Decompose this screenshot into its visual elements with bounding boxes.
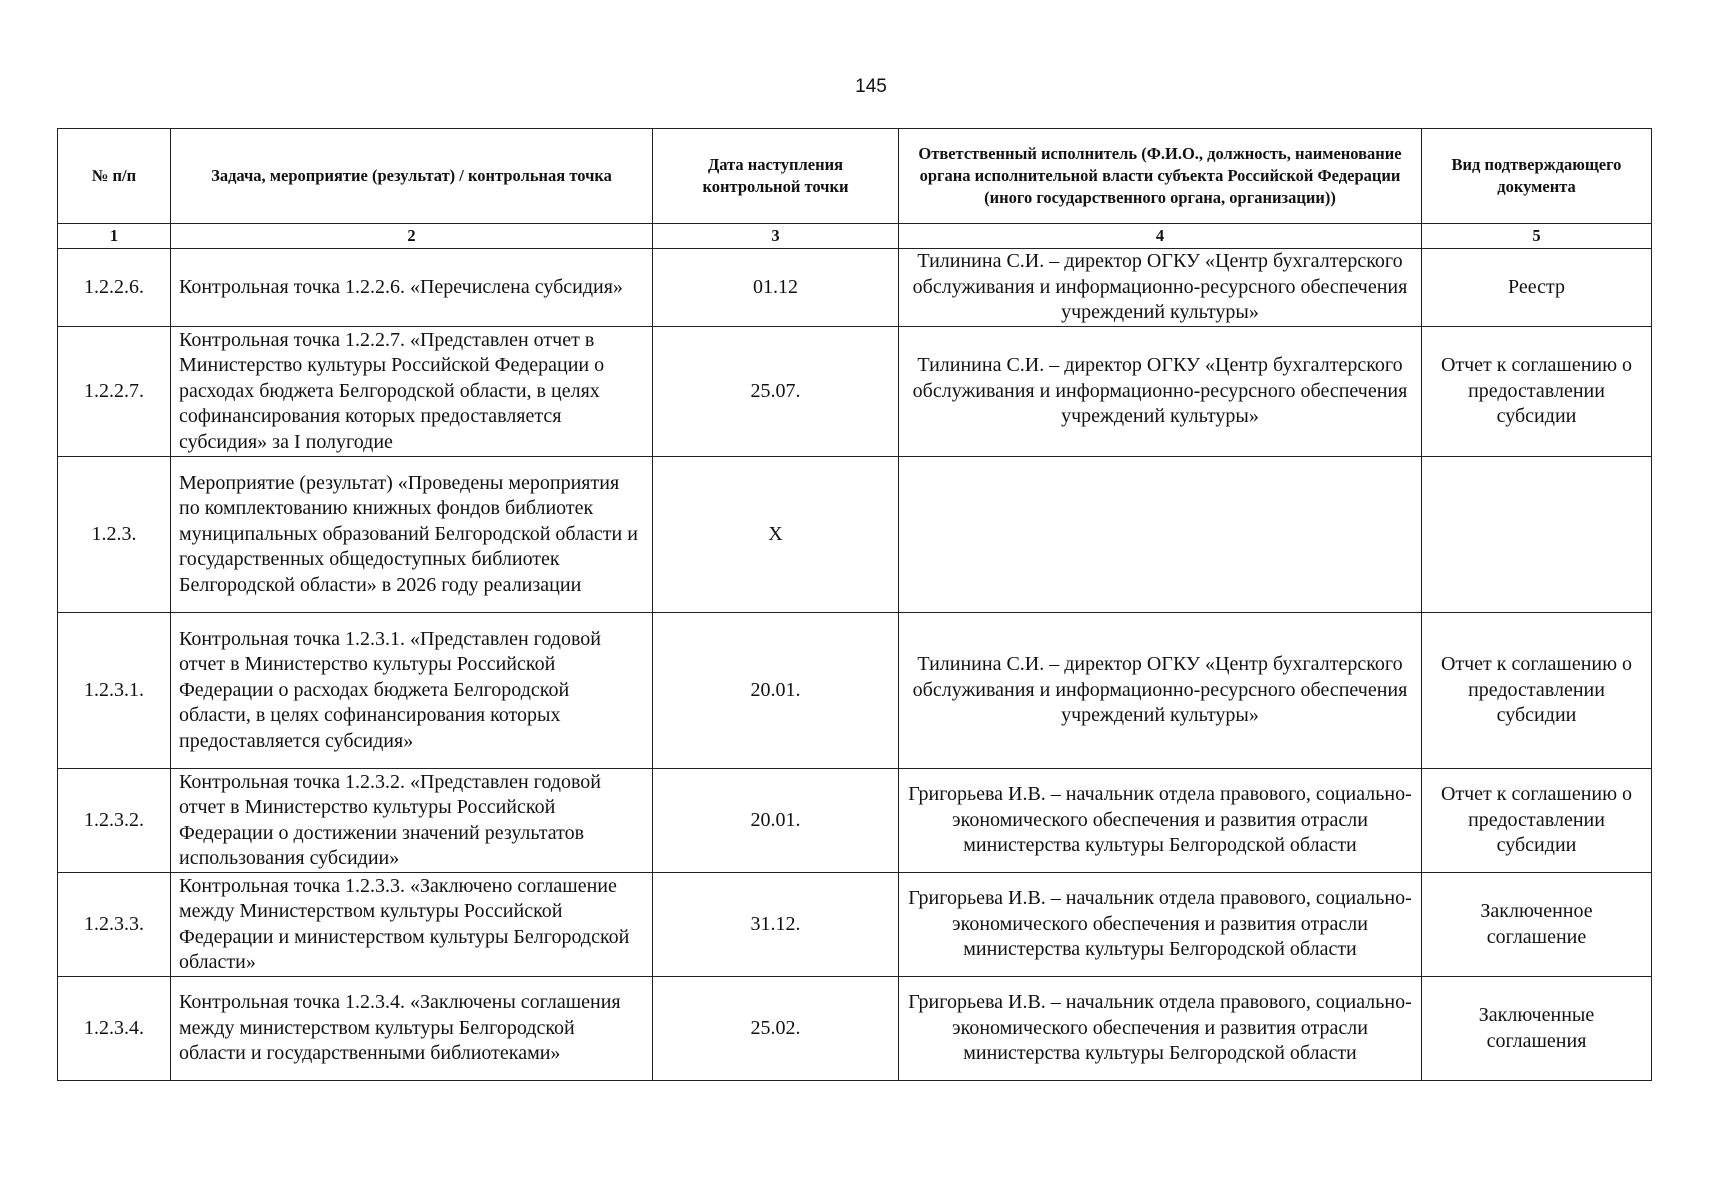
row-executor [899,457,1422,613]
header-number: № п/п [58,129,171,224]
row-executor: Тилинина С.И. – директор ОГКУ «Центр бухгалтерского обслуживания и информационно-ресурсного обеспечения учреждений культуры» [899,613,1422,769]
header-task: Задача, мероприятие (результат) / контрольная точка [171,129,653,224]
column-number: 1 [58,224,171,249]
row-document: Отчет к соглашению о предоставлении субсидии [1422,769,1652,873]
row-task: Контрольная точка 1.2.3.3. «Заключено соглашение между Министерством культуры Российской Федерации и министерством культуры Белгородской области» [171,873,653,977]
control-points-table [57,128,1652,1081]
table-row [58,769,1652,873]
row-date: 25.07. [653,327,899,457]
row-task: Мероприятие (результат) «Проведены мероприятия по комплектованию книжных фондов библиотек муниципальных образований Белгородской области и государственных общедоступных библиотек Белгородской области» в 2026 году реализации [171,457,653,613]
row-date: 20.01. [653,769,899,873]
column-number: 2 [171,224,653,249]
column-number: 3 [653,224,899,249]
column-number: 4 [899,224,1422,249]
row-document: Отчет к соглашению о предоставлении субсидии [1422,613,1652,769]
row-task: Контрольная точка 1.2.2.7. «Представлен отчет в Министерство культуры Российской Федерации о расходах бюджета Белгородской области, в целях софинансирования которых предоставляется субсидия» за I полугодие [171,327,653,457]
page-number: 145 [855,76,887,97]
row-date: 31.12. [653,873,899,977]
row-number: 1.2.2.7. [58,327,171,457]
table-row [58,977,1652,1081]
row-number: 1.2.2.6. [58,249,171,327]
row-executor: Григорьева И.В. – начальник отдела правового, социально-экономического обеспечения и развития отрасли министерства культуры Белгородской области [899,873,1422,977]
row-executor: Тилинина С.И. – директор ОГКУ «Центр бухгалтерского обслуживания и информационно-ресурсного обеспечения учреждений культуры» [899,249,1422,327]
table-row [58,457,1652,613]
table-row [58,873,1652,977]
header-executor: Ответственный исполнитель (Ф.И.О., должность, наименование органа исполнительной власти субъекта Российской Федерации (иного государственного органа, организации)) [899,129,1422,224]
row-number: 1.2.3.2. [58,769,171,873]
row-document [1422,457,1652,613]
row-date: 25.02. [653,977,899,1081]
row-document: Заключенные соглашения [1422,977,1652,1081]
row-task: Контрольная точка 1.2.3.4. «Заключены соглашения между министерством культуры Белгородской области и государственными библиотеками» [171,977,653,1081]
column-number-row [58,224,1652,249]
row-number: 1.2.3.1. [58,613,171,769]
header-document: Вид подтверждающего документа [1422,129,1652,224]
header-row [58,129,1652,224]
row-number: 1.2.3.4. [58,977,171,1081]
row-date: 01.12 [653,249,899,327]
row-number: 1.2.3.3. [58,873,171,977]
column-number: 5 [1422,224,1652,249]
header-date: Дата наступления контрольной точки [653,129,899,224]
row-number: 1.2.3. [58,457,171,613]
table-row [58,613,1652,769]
row-document: Заключенное соглашение [1422,873,1652,977]
row-executor: Тилинина С.И. – директор ОГКУ «Центр бухгалтерского обслуживания и информационно-ресурсного обеспечения учреждений культуры» [899,327,1422,457]
row-task: Контрольная точка 1.2.2.6. «Перечислена субсидия» [171,249,653,327]
table-row [58,249,1652,327]
row-document: Отчет к соглашению о предоставлении субсидии [1422,327,1652,457]
row-executor: Григорьева И.В. – начальник отдела правового, социально-экономического обеспечения и развития отрасли министерства культуры Белгородской области [899,769,1422,873]
row-task: Контрольная точка 1.2.3.2. «Представлен годовой отчет в Министерство культуры Российской Федерации о достижении значений результатов использования субсидии» [171,769,653,873]
row-task: Контрольная точка 1.2.3.1. «Представлен годовой отчет в Министерство культуры Российской Федерации о расходах бюджета Белгородской области, в целях софинансирования которых предоставляется субсидия» [171,613,653,769]
row-date: 20.01. [653,613,899,769]
table-row [58,327,1652,457]
row-date: X [653,457,899,613]
row-executor: Григорьева И.В. – начальник отдела правового, социально-экономического обеспечения и развития отрасли министерства культуры Белгородской области [899,977,1422,1081]
row-document: Реестр [1422,249,1652,327]
